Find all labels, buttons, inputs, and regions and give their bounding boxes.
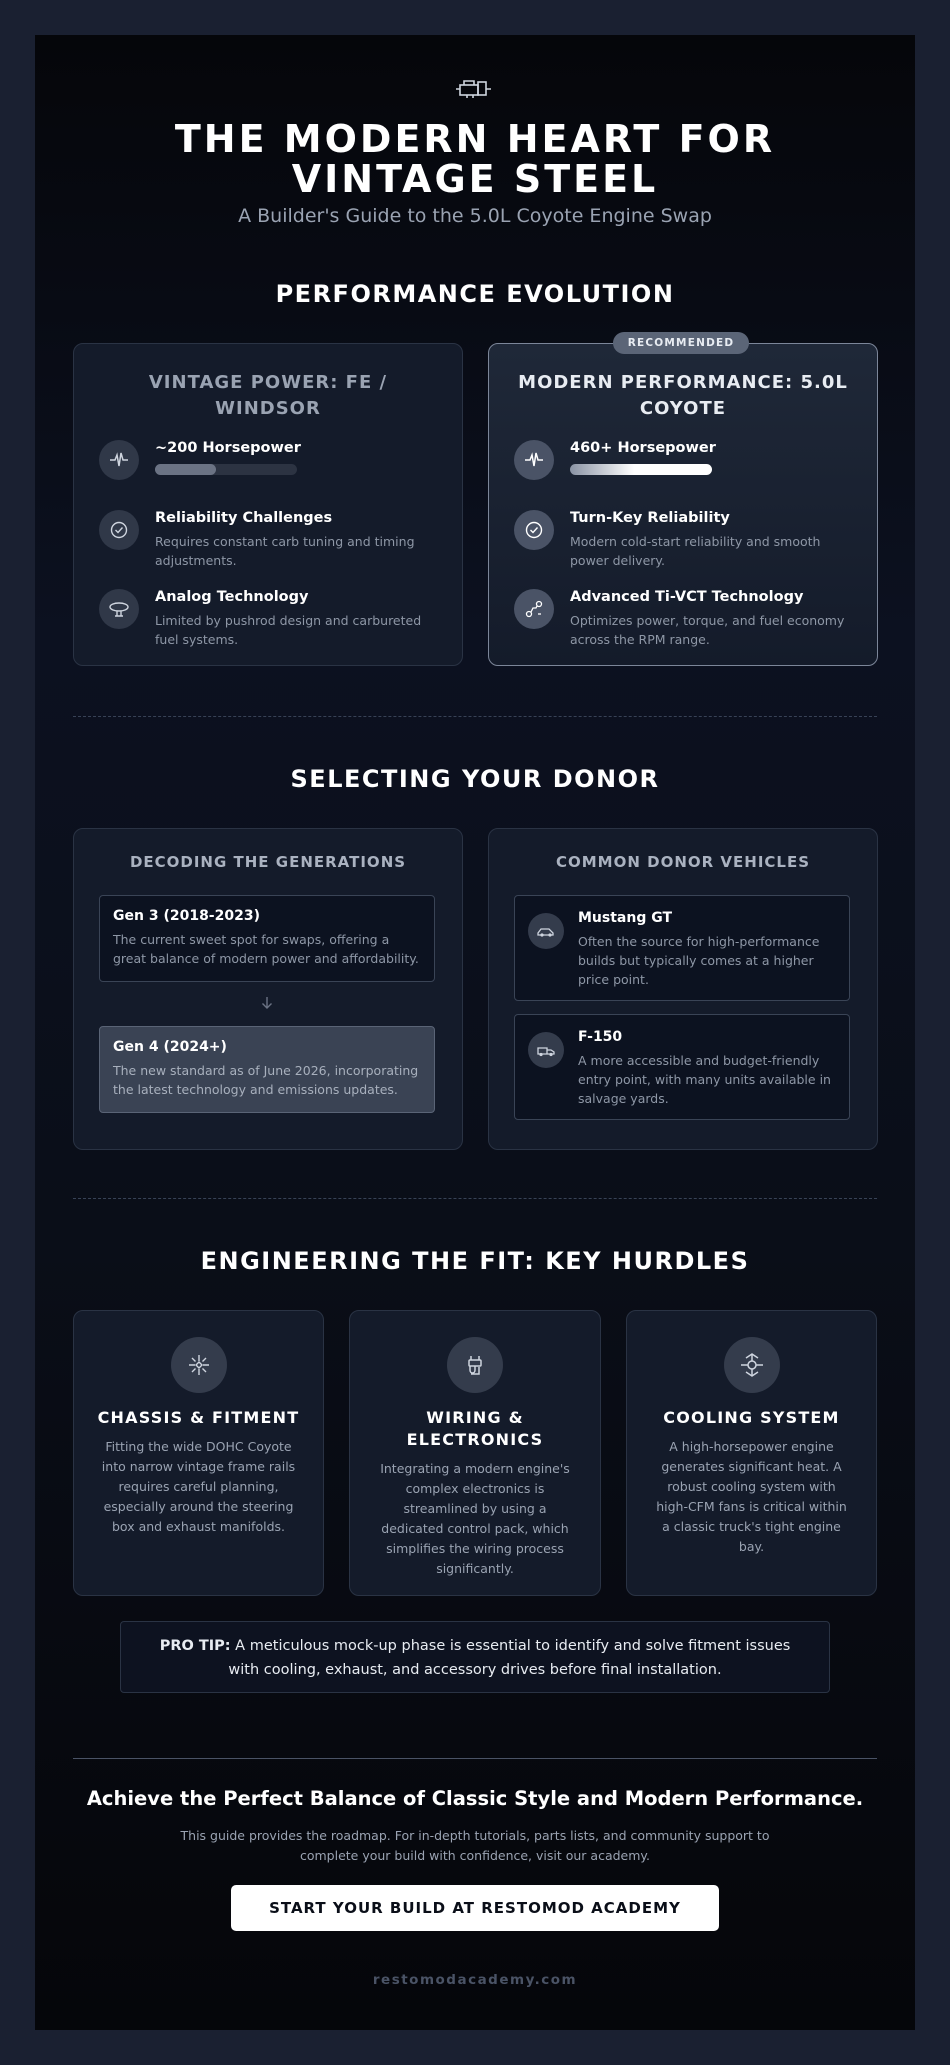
pro-tip — [120, 1621, 830, 1693]
modern-reliability-title: Turn-Key Reliability — [570, 510, 730, 526]
vintage-reliability-desc: Requires constant carb tuning and timing adjustments. — [155, 534, 415, 568]
check-circle-icon — [514, 510, 554, 550]
vintage-feature-reliability — [99, 510, 442, 570]
modern-card — [488, 337, 878, 666]
chassis-icon — [171, 1337, 227, 1393]
gen4-title: Gen 4 (2024+) — [113, 1039, 227, 1055]
generations-card — [73, 828, 463, 1150]
start-build-button[interactable]: START YOUR BUILD AT RESTOMOD ACADEMY — [231, 1885, 719, 1931]
arrow-down-icon — [260, 995, 274, 1015]
wiring-desc: Integrating a modern engine's complex electronics is streamlined by using a dedicated control pack, which simplifies the wiring process significantly. — [380, 1461, 570, 1576]
closing-desc: This guide provides the roadmap. For in-depth tutorials, parts lists, and community support to complete your build with confidence, visit our academy. — [180, 1828, 770, 1863]
modern-hp-bar-fill — [570, 464, 712, 475]
f150-desc: A more accessible and budget-friendly entry point, with many units available in salvage yards. — [578, 1053, 831, 1106]
donor-section-title: SELECTING YOUR DONOR — [290, 765, 660, 793]
modern-card-title: MODERN PERFORMANCE: 5.0L COYOTE — [518, 372, 848, 419]
hurdle-card-chassis — [73, 1310, 324, 1596]
vintage-tech-desc: Limited by pushrod design and carbureted fuel systems. — [155, 613, 422, 647]
vintage-feature-tech — [99, 589, 442, 649]
recommended-badge: RECOMMENDED — [613, 332, 749, 354]
gen4-desc: The new standard as of June 2026, incorporating the latest technology and emissions updates. — [113, 1063, 419, 1097]
vintage-hp-label: ~200 Horsepower — [155, 440, 301, 456]
chassis-title: CHASSIS & FITMENT — [97, 1408, 300, 1427]
pulse-icon — [99, 440, 139, 480]
gen3-desc: The current sweet spot for swaps, offering a great balance of modern power and affordability. — [113, 932, 419, 966]
modern-feature-reliability — [514, 510, 857, 570]
gen3-title: Gen 3 (2018-2023) — [113, 908, 260, 924]
page-subtitle: A Builder's Guide to the 5.0L Coyote Engine Swap — [238, 205, 712, 227]
modern-hp-label: 460+ Horsepower — [570, 440, 716, 456]
pro-tip-text: A meticulous mock-up phase is essential to identify and solve fitment issues with cooling, exhaust, and accessory drives before final installation. — [228, 1638, 791, 1678]
truck-icon — [528, 1032, 564, 1068]
title-line-1: THE MODERN HEART FOR — [174, 117, 776, 161]
donor-item-f150 — [514, 1014, 850, 1120]
vintage-card-title: VINTAGE POWER: FE / WINDSOR — [148, 372, 388, 419]
modern-reliability-desc: Modern cold-start reliability and smooth power delivery. — [570, 534, 821, 568]
carburetor-icon — [99, 589, 139, 629]
performance-section-title: PERFORMANCE EVOLUTION — [275, 280, 675, 308]
modern-hp-bar — [570, 464, 712, 475]
cooling-fan-icon — [724, 1337, 780, 1393]
vintage-reliability-title: Reliability Challenges — [155, 510, 333, 526]
modern-feature-tech — [514, 589, 857, 649]
hurdle-card-cooling — [626, 1310, 877, 1596]
engine-logo-icon — [455, 77, 495, 101]
chassis-desc: Fitting the wide DOHC Coyote into narrow vintage frame rails requires careful planning, especially around the steering box and exhaust manifolds. — [101, 1439, 296, 1534]
hurdle-card-wiring — [349, 1310, 601, 1596]
section-divider — [73, 716, 877, 717]
wiring-title: WIRING & ELECTRONICS — [406, 1408, 544, 1449]
wiring-icon — [447, 1337, 503, 1393]
vintage-card — [73, 343, 463, 666]
pulse-icon — [514, 440, 554, 480]
modern-tech-desc: Optimizes power, torque, and fuel economy across the RPM range. — [570, 613, 845, 647]
f150-title: F-150 — [578, 1029, 623, 1045]
vehicles-title: COMMON DONOR VEHICLES — [555, 853, 811, 871]
vintage-hp-bar — [155, 464, 297, 475]
mustang-title: Mustang GT — [578, 910, 673, 926]
pro-tip-label: PRO TIP: — [159, 1638, 231, 1654]
section-divider — [73, 1198, 877, 1199]
cooling-desc: A high-horsepower engine generates significant heat. A robust cooling system with high-CFM fans is critical within a classic truck's tight engine bay. — [656, 1439, 847, 1554]
modern-feature-hp — [514, 440, 857, 485]
gen-item-gen3 — [99, 895, 435, 982]
gen-item-gen4 — [99, 1026, 435, 1113]
footer-url[interactable]: restomodacademy.com — [372, 1972, 578, 1988]
title-line-2: VINTAGE STEEL — [291, 157, 659, 201]
infographic — [35, 35, 915, 2030]
mustang-desc: Often the source for high-performance builds but typically comes at a higher price point. — [578, 934, 820, 987]
page-title — [35, 119, 915, 199]
closing-headline: Achieve the Perfect Balance of Classic Style and Modern Performance. — [86, 1787, 864, 1810]
donor-item-mustang — [514, 895, 850, 1001]
footer-divider — [73, 1758, 877, 1759]
cooling-title: COOLING SYSTEM — [663, 1408, 840, 1427]
hurdles-section-title: ENGINEERING THE FIT: KEY HURDLES — [200, 1247, 750, 1275]
check-circle-icon — [99, 510, 139, 550]
sports-car-icon — [528, 913, 564, 949]
vintage-feature-hp — [99, 440, 442, 485]
vintage-tech-title: Analog Technology — [155, 589, 309, 605]
route-icon — [514, 589, 554, 629]
donor-vehicles-card — [488, 828, 878, 1150]
vintage-hp-bar-fill — [155, 464, 216, 475]
modern-tech-title: Advanced Ti-VCT Technology — [570, 589, 804, 605]
generations-title: DECODING THE GENERATIONS — [129, 853, 407, 871]
